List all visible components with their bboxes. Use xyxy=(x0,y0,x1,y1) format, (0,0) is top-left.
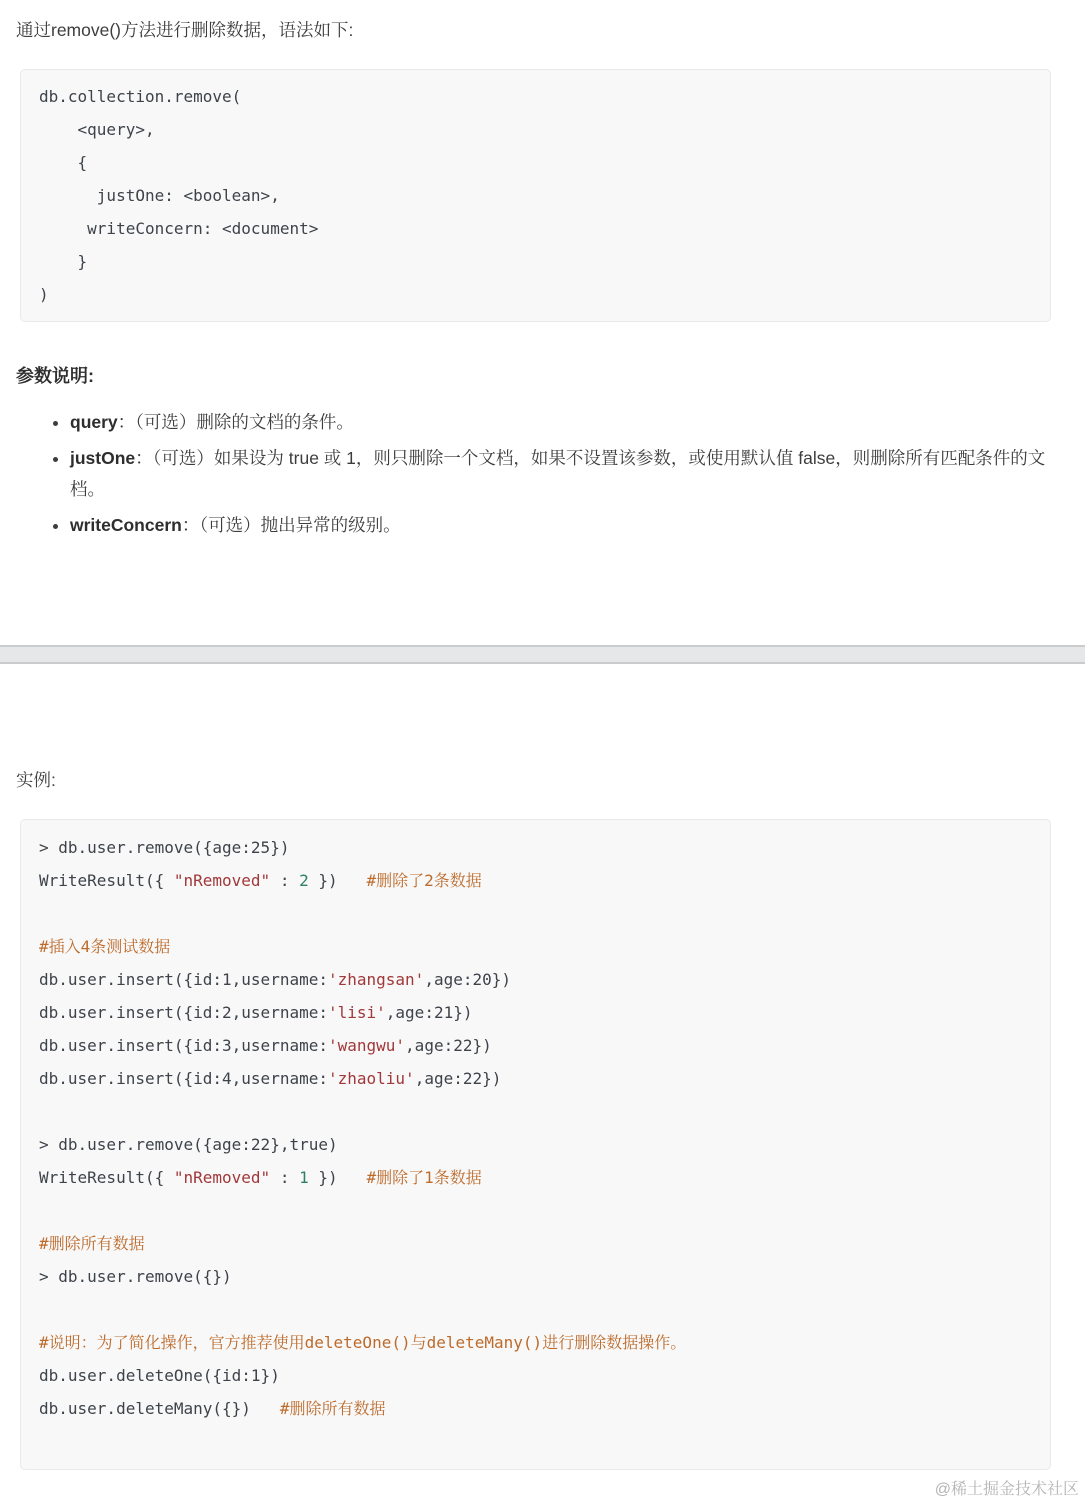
code-line xyxy=(39,831,1032,864)
code-line xyxy=(39,1425,1032,1458)
watermark: @稀土掘金技术社区 xyxy=(934,1481,1079,1498)
code-line xyxy=(39,1326,1032,1359)
code-line xyxy=(39,1062,1032,1095)
code-token-plain: ,age:22}) xyxy=(414,1069,502,1088)
param-desc: ：（可选）如果设为 true 或 1，则只删除一个文档，如果不设置该参数，或使用默认值 false，则删除所有匹配条件的文档。 xyxy=(70,448,1046,499)
code-token-plain: : xyxy=(270,871,300,890)
code-line xyxy=(39,278,1032,311)
param-item xyxy=(70,407,1051,438)
code-token-comment: #插入4条测试数据 xyxy=(39,937,171,956)
code-token-plain: > db.user.remove({age:22},true) xyxy=(39,1135,338,1154)
syntax-code-block xyxy=(20,69,1051,322)
example-label: 实例: xyxy=(16,770,56,790)
code-token-comment: #说明：为了简化操作，官方推荐使用deleteOne()与deleteMany()进行删除数据操作。 xyxy=(39,1333,687,1352)
code-line xyxy=(39,1392,1032,1425)
code-line xyxy=(39,1161,1032,1194)
code-token-comment: #删除了2条数据 xyxy=(366,871,482,890)
code-token-plain: ,age:20}) xyxy=(424,970,512,989)
intro-paragraph: 通过remove()方法进行删除数据，语法如下: xyxy=(16,20,354,40)
code-token-plain xyxy=(39,1432,49,1451)
code-token-plain: <query>, xyxy=(39,120,155,139)
code-token-string: 'zhaoliu' xyxy=(327,1069,415,1088)
code-token-plain: { xyxy=(39,153,88,172)
code-token-plain: WriteResult({ xyxy=(39,1168,174,1187)
code-token-string: "nRemoved" xyxy=(173,871,271,890)
code-token-plain: db.user.deleteMany({}) xyxy=(39,1399,280,1418)
code-token-plain: }) xyxy=(308,871,367,890)
param-item xyxy=(70,510,1051,541)
code-line xyxy=(39,1293,1032,1326)
code-token-number: 1 xyxy=(299,1168,309,1187)
code-line xyxy=(39,1359,1032,1392)
code-line xyxy=(39,1260,1032,1293)
code-token-plain: db.user.insert({id:2,username: xyxy=(39,1003,328,1022)
code-token-plain xyxy=(39,1300,49,1319)
code-line xyxy=(39,1095,1032,1128)
code-token-plain: ) xyxy=(39,285,49,304)
code-line xyxy=(39,80,1032,113)
example-code-block xyxy=(20,819,1051,1470)
code-token-plain: db.collection.remove( xyxy=(39,87,242,106)
code-line xyxy=(39,930,1032,963)
code-token-plain: writeConcern: <document> xyxy=(39,219,319,238)
code-token-plain: db.user.insert({id:3,username: xyxy=(39,1036,328,1055)
code-token-plain: > db.user.remove({age:25}) xyxy=(39,838,290,857)
code-token-plain: ,age:22}) xyxy=(405,1036,492,1055)
code-line xyxy=(39,146,1032,179)
param-name: writeConcern xyxy=(70,515,182,535)
code-token-plain: WriteResult({ xyxy=(39,871,174,890)
code-token-plain: > db.user.remove({}) xyxy=(39,1267,232,1286)
code-line xyxy=(39,1128,1032,1161)
params-heading: 参数说明: xyxy=(16,366,94,386)
code-token-number: 2 xyxy=(299,871,309,890)
code-token-comment: #删除所有数据 xyxy=(279,1399,386,1418)
code-token-plain: db.user.insert({id:4,username: xyxy=(39,1069,328,1088)
param-item xyxy=(70,443,1051,505)
code-line xyxy=(39,963,1032,996)
code-token-string: 'zhangsan' xyxy=(327,970,425,989)
code-line xyxy=(39,897,1032,930)
code-token-plain: justOne: <boolean>, xyxy=(39,186,280,205)
code-line xyxy=(39,1029,1032,1062)
code-token-string: "nRemoved" xyxy=(173,1168,271,1187)
code-token-plain xyxy=(39,904,49,923)
code-line xyxy=(39,179,1032,212)
code-line xyxy=(39,1194,1032,1227)
param-desc: ：（可选）抛出异常的级别。 xyxy=(181,515,401,535)
code-line xyxy=(39,212,1032,245)
code-token-plain: db.user.deleteOne({id:1}) xyxy=(39,1366,280,1385)
param-desc: ：（可选）删除的文档的条件。 xyxy=(117,412,354,432)
code-token-plain xyxy=(39,1102,49,1121)
code-token-plain: ,age:21}) xyxy=(385,1003,473,1022)
code-token-string: 'lisi' xyxy=(327,1003,386,1022)
code-token-plain: }) xyxy=(308,1168,367,1187)
code-token-plain: db.user.insert({id:1,username: xyxy=(39,970,328,989)
code-token-plain: } xyxy=(39,252,88,271)
params-list xyxy=(0,407,1051,541)
code-line xyxy=(39,864,1032,897)
code-token-plain xyxy=(39,1201,49,1220)
section-divider xyxy=(0,645,1085,664)
code-line xyxy=(39,113,1032,146)
code-token-comment: #删除所有数据 xyxy=(39,1234,145,1253)
code-line xyxy=(39,1227,1032,1260)
code-token-plain: : xyxy=(270,1168,300,1187)
code-token-comment: #删除了1条数据 xyxy=(366,1168,482,1187)
code-token-string: 'wangwu' xyxy=(327,1036,406,1055)
param-name: query xyxy=(70,412,118,432)
code-line xyxy=(39,996,1032,1029)
param-name: justOne xyxy=(70,448,136,468)
code-line xyxy=(39,245,1032,278)
